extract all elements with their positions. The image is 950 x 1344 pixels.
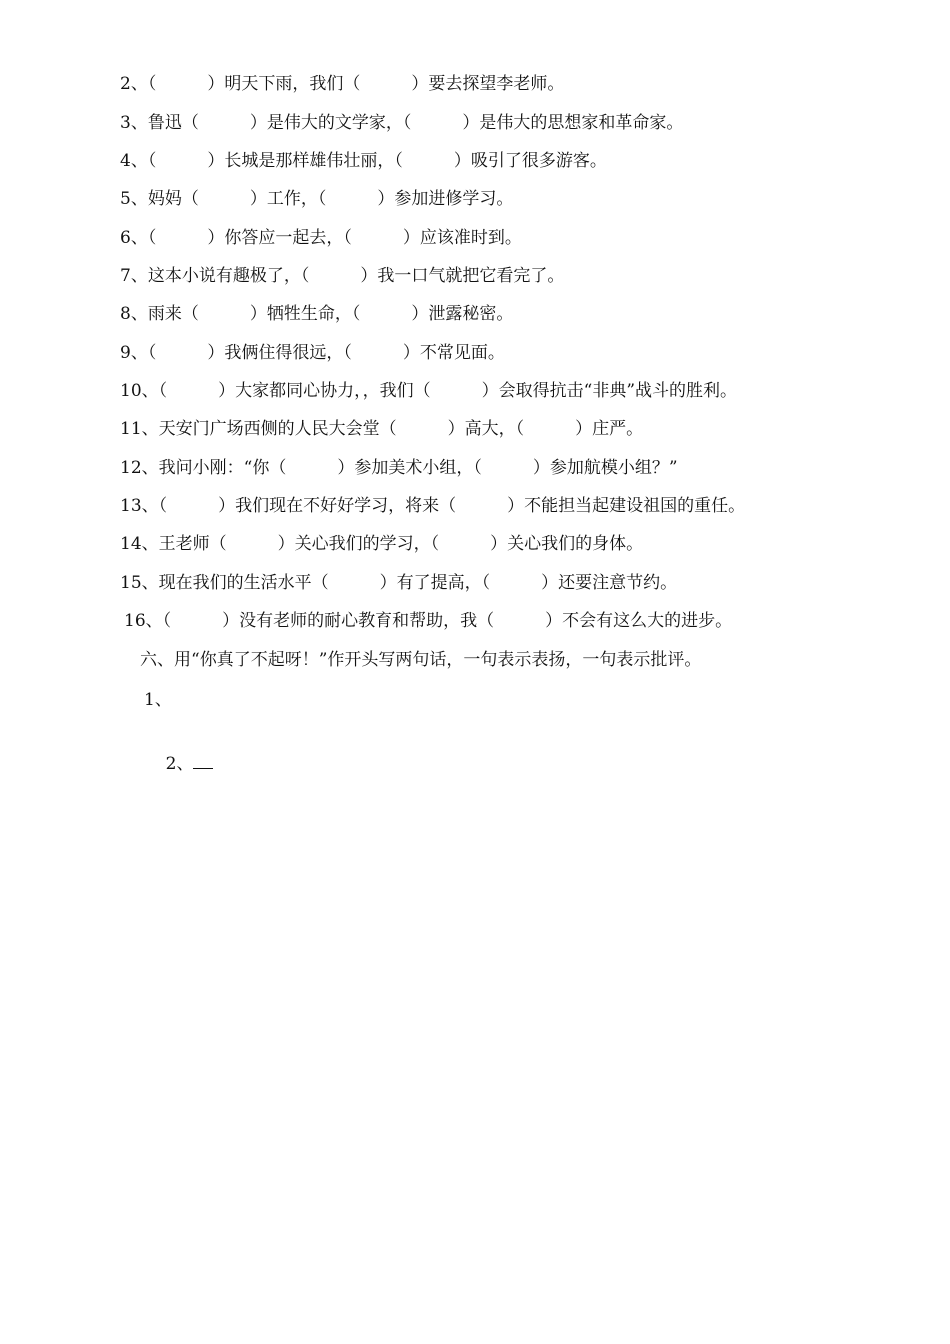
exercise-5: 5、妈妈（ ）工作，（ ）参加进修学习。	[120, 189, 514, 209]
exercise-14: 14、王老师（ ）关心我们的学习，（ ）关心我们的身体。	[120, 534, 644, 554]
exercise-4: 4、（ ）长城是那样雄伟壮丽，（ ）吸引了很多游客。	[120, 151, 607, 171]
exercise-12: 12、我问小刚：“你（ ）参加美术小组，（ ）参加航模小组？”	[120, 458, 678, 478]
section-six-item-2-row	[144, 728, 213, 800]
exercise-9: 9、（ ）我俩住得很远，（ ）不常见面。	[120, 343, 505, 363]
section-six-item-1: 1、	[144, 690, 172, 710]
answer-blank-line	[193, 752, 213, 769]
exercise-7: 7、这本小说有趣极了，（ ）我一口气就把它看完了。	[120, 266, 565, 286]
section-six-item-2: 2、	[165, 754, 194, 774]
exercise-2: 2、（ ）明天下雨，我们（ ）要去探望李老师。	[120, 74, 565, 94]
exercise-15: 15、现在我们的生活水平（ ）有了提高，（ ）还要注意节约。	[120, 573, 678, 593]
exercise-11: 11、天安门广场西侧的人民大会堂（ ）高大，（ ）庄严。	[120, 419, 644, 439]
exercise-16: 16、（ ）没有老师的耐心教育和帮助，我（ ）不会有这么大的进步。	[124, 611, 733, 631]
exercise-8: 8、雨来（ ）牺牲生命，（ ）泄露秘密。	[120, 304, 514, 324]
exercise-3: 3、鲁迅（ ）是伟大的文学家，（ ）是伟大的思想家和革命家。	[120, 113, 684, 133]
exercise-13: 13、（ ）我们现在不好好学习，将来（ ）不能担当起建设祖国的重任。	[120, 496, 746, 516]
section-six-title: 六、用“你真了不起呀！”作开头写两句话，一句表示表扬，一句表示批评。	[140, 650, 702, 670]
exercise-6: 6、（ ）你答应一起去，（ ）应该准时到。	[120, 228, 522, 248]
exercise-10: 10、（ ）大家都同心协力，，我们（ ）会取得抗击“非典”战斗的胜利。	[120, 381, 738, 401]
